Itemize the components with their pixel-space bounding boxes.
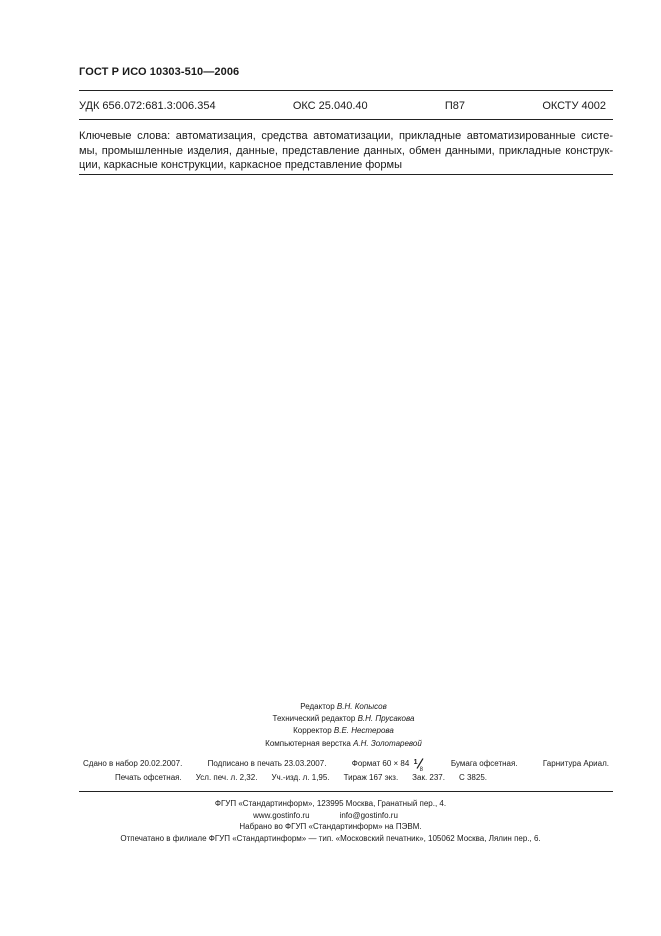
group-code: П87 (444, 100, 466, 112)
format-numerator: 1 (413, 758, 418, 766)
paper-type: Бумага офсетная. (450, 759, 518, 768)
format-fraction (413, 758, 426, 773)
print-method: Печать офсетная. (115, 773, 182, 782)
credit-role: Компьютерная верстка (265, 738, 351, 748)
publisher-block (0, 798, 661, 844)
top-divider (79, 90, 613, 91)
credit-tech-editor (0, 713, 661, 725)
imprint-block (83, 757, 609, 785)
oks-code: ОКС 25.040.40 (292, 100, 368, 112)
print-code: С 3825. (458, 773, 487, 782)
keywords-block (79, 129, 613, 173)
uch-izd-sheets: Уч.-изд. л. 1,95. (271, 773, 330, 782)
paper-format (352, 757, 426, 771)
classification-divider (79, 119, 613, 120)
okstu-code: ОКСТУ 4002 (542, 100, 606, 112)
publisher-website: www.gostinfo.ru (253, 810, 310, 820)
format-text: Формат 60 × 84 (351, 759, 410, 768)
typeface: Гарнитура Ариал. (542, 759, 609, 768)
print-run: Тираж 167 экз. (343, 773, 399, 782)
imprint-row-1 (83, 757, 609, 771)
credit-role: Корректор (293, 726, 332, 736)
credit-role: Редактор (300, 702, 335, 711)
credit-layout (0, 738, 661, 750)
credit-corrector (0, 725, 661, 737)
usl-pech-sheets: Усл. печ. л. 2,32. (195, 773, 258, 782)
keywords-line-1: Ключевые слова: автоматизация, средства автоматизации, прикладные автоматизированные систе- (79, 130, 613, 142)
publisher-contacts (0, 810, 661, 822)
signed-to-print: Подписано в печать 23.03.2007. (207, 759, 327, 768)
classification-row (79, 100, 606, 112)
imprint-divider (79, 791, 613, 792)
credit-editor (0, 701, 661, 713)
keywords-divider (79, 174, 613, 175)
credit-name: В.Н. Копысов (336, 702, 387, 711)
credit-name: В.Е. Нестерова (333, 726, 394, 736)
order-number: Зак. 237. (412, 773, 445, 782)
keywords-line-2: мы, промышленные изделия, данные, представление данных, обмен данными, прикладные конструк- (79, 144, 613, 157)
udk-code: УДК 656.072:681.3:006.354 (79, 100, 216, 112)
credit-name: В.Н. Прусакова (357, 714, 415, 724)
credit-role: Технический редактор (272, 714, 356, 724)
credits-block (0, 701, 661, 750)
format-denominator: 8 (419, 766, 423, 773)
keywords-line-3: ции, каркасные конструкции, каркасное представление формы (79, 159, 402, 171)
credit-name: А.Н. Золотаревой (353, 738, 422, 748)
publisher-email: info@gostinfo.ru (339, 810, 398, 820)
typeset-note: Набрано во ФГУП «Стандартинформ» на ПЭВМ. (239, 822, 422, 832)
publisher-address: ФГУП «Стандартинформ», 123995 Москва, Гранатный пер., 4. (214, 799, 447, 808)
imprint-row-2 (83, 771, 609, 785)
printed-note: Отпечатано в филиале ФГУП «Стандартинформ» — тип. «Московский печатник», 105062 Москва, Лялин пер., 6. (120, 833, 541, 843)
document-code: ГОСТ Р ИСО 10303-510—2006 (79, 66, 240, 78)
sent-to-set: Сдано в набор 20.02.2007. (83, 759, 183, 768)
